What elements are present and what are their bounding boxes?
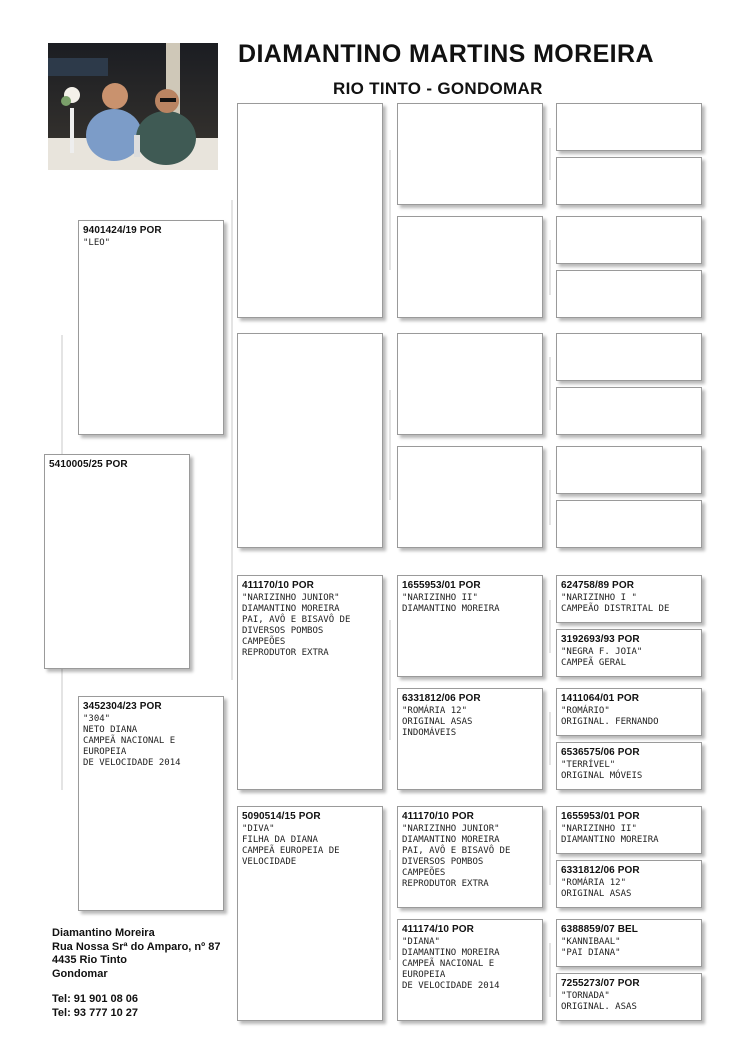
pedigree-card-empty[interactable] bbox=[397, 446, 543, 548]
ring-number: 6536575/06 POR bbox=[561, 747, 640, 758]
contact-street: Rua Nossa Srª do Amparo, nº 87 bbox=[52, 940, 221, 953]
pedigree-card-g4[interactable] bbox=[556, 973, 702, 1021]
contact-phone-1[interactable]: Tel: 91 901 08 06 bbox=[52, 993, 139, 1005]
ring-number: 624758/89 POR bbox=[561, 580, 635, 591]
pedigree-card-sire-dam[interactable] bbox=[237, 333, 383, 548]
pedigree-card-empty[interactable] bbox=[397, 216, 543, 318]
pedigree-info: "NARIZINHO JUNIOR" DIAMANTINO MOREIRA PAI, AVÔ E BISAVÔ DE DIVERSOS POMBOS CAMPEÕES REPRODUTOR EXTRA bbox=[242, 593, 351, 658]
pedigree-info: "304" NETO DIANA CAMPEÃ NACIONAL E EUROPEIA DE VELOCIDADE 2014 bbox=[83, 714, 181, 768]
pedigree-info: "NEGRA F. JOIA" CAMPEÃ GERAL bbox=[561, 647, 643, 668]
ring-number: 6331812/06 POR bbox=[402, 693, 481, 704]
pedigree-info: "DIANA" DIAMANTINO MOREIRA CAMPEÃ NACIONAL E EUROPEIA DE VELOCIDADE 2014 bbox=[402, 937, 500, 991]
ring-number: 1655953/01 POR bbox=[402, 580, 481, 591]
page-title: DIAMANTINO MARTINS MOREIRA bbox=[238, 40, 654, 68]
pedigree-info: "ROMÁRIA 12" ORIGINAL ASAS INDOMÁVEIS bbox=[402, 706, 473, 738]
pedigree-info: "TERRÍVEL" ORIGINAL MÓVEIS bbox=[561, 760, 643, 781]
pedigree-card-subject[interactable] bbox=[44, 454, 190, 669]
ring-number: 5410005/25 POR bbox=[49, 459, 128, 470]
pedigree-card-empty[interactable] bbox=[556, 387, 702, 435]
pedigree-info: "KANNIBAAL" "PAI DIANA" bbox=[561, 937, 621, 958]
ring-number: 6388859/07 BEL bbox=[561, 924, 639, 935]
ring-number: 411170/10 POR bbox=[402, 811, 474, 822]
pedigree-card-sire-sire[interactable] bbox=[237, 103, 383, 318]
pedigree-card-g4[interactable] bbox=[556, 742, 702, 790]
ring-number: 411170/10 POR bbox=[242, 580, 314, 591]
contact-city: 4435 Rio Tinto bbox=[52, 954, 127, 966]
pedigree-card-empty[interactable] bbox=[556, 446, 702, 494]
ring-number: 3192693/93 POR bbox=[561, 634, 640, 645]
pedigree-card-g4[interactable] bbox=[556, 575, 702, 623]
pedigree-card-empty[interactable] bbox=[397, 103, 543, 205]
pedigree-info: "TORNADA" ORIGINAL. ASAS bbox=[561, 991, 637, 1012]
ring-number: 1655953/01 POR bbox=[561, 811, 640, 822]
ring-number: 1411064/01 POR bbox=[561, 693, 640, 704]
pedigree-card-g3-ss[interactable] bbox=[397, 575, 543, 677]
pedigree-info: "LEO" bbox=[83, 238, 111, 248]
pedigree-card-empty[interactable] bbox=[556, 103, 702, 151]
pedigree-card-empty[interactable] bbox=[556, 216, 702, 264]
pedigree-info: "NARIZINHO II" DIAMANTINO MOREIRA bbox=[561, 824, 659, 845]
pedigree-info: "NARIZINHO JUNIOR" DIAMANTINO MOREIRA PAI, AVÔ E BISAVÔ DE DIVERSOS POMBOS CAMPEÕES REPRODUTOR EXTRA bbox=[402, 824, 511, 889]
pedigree-card-dam[interactable] bbox=[78, 696, 224, 911]
pedigree-card-g3-sd[interactable] bbox=[397, 688, 543, 790]
pedigree-card-empty[interactable] bbox=[556, 333, 702, 381]
contact-name: Diamantino Moreira bbox=[52, 927, 155, 939]
contact-phone-2[interactable]: Tel: 93 777 10 27 bbox=[52, 1006, 139, 1019]
pedigree-info: "ROMÁRIO" ORIGINAL. FERNANDO bbox=[561, 706, 659, 727]
pedigree-card-g4[interactable] bbox=[556, 860, 702, 908]
pedigree-info: "DIVA" FILHA DA DIANA CAMPEÃ EUROPEIA DE VELOCIDADE bbox=[242, 824, 340, 867]
pedigree-card-sire[interactable] bbox=[78, 220, 224, 435]
ring-number: 3452304/23 POR bbox=[83, 701, 162, 712]
pedigree-card-empty[interactable] bbox=[556, 500, 702, 548]
contact-block bbox=[52, 927, 220, 1020]
pedigree-card-empty[interactable] bbox=[556, 270, 702, 318]
pedigree-card-g4[interactable] bbox=[556, 688, 702, 736]
pedigree-card-empty[interactable] bbox=[556, 157, 702, 205]
ring-number: 411174/10 POR bbox=[402, 924, 474, 935]
pedigree-info: "NARIZINHO II" DIAMANTINO MOREIRA bbox=[402, 593, 500, 614]
pedigree-info: "ROMÁRIA 12" ORIGINAL ASAS bbox=[561, 878, 632, 899]
pedigree-info bbox=[45, 470, 189, 472]
pedigree-card-g4[interactable] bbox=[556, 806, 702, 854]
pedigree-card-g4[interactable] bbox=[556, 629, 702, 677]
pedigree-card-g3-ds[interactable] bbox=[397, 806, 543, 908]
ring-number: 9401424/19 POR bbox=[83, 225, 162, 236]
ring-number: 6331812/06 POR bbox=[561, 865, 640, 876]
pedigree-card-empty[interactable] bbox=[397, 333, 543, 435]
pedigree-card-g4[interactable] bbox=[556, 919, 702, 967]
contact-region: Gondomar bbox=[52, 967, 108, 980]
pedigree-card-dam-dam[interactable] bbox=[237, 806, 383, 1021]
ring-number: 7255273/07 POR bbox=[561, 978, 640, 989]
pedigree-card-dam-sire[interactable] bbox=[237, 575, 383, 790]
pedigree-info: "NARIZINHO I " CAMPEÃO DISTRITAL DE bbox=[561, 593, 670, 614]
page-subtitle: RIO TINTO - GONDOMAR bbox=[333, 79, 543, 98]
pedigree-card-g3-dd[interactable] bbox=[397, 919, 543, 1021]
ring-number: 5090514/15 POR bbox=[242, 811, 321, 822]
